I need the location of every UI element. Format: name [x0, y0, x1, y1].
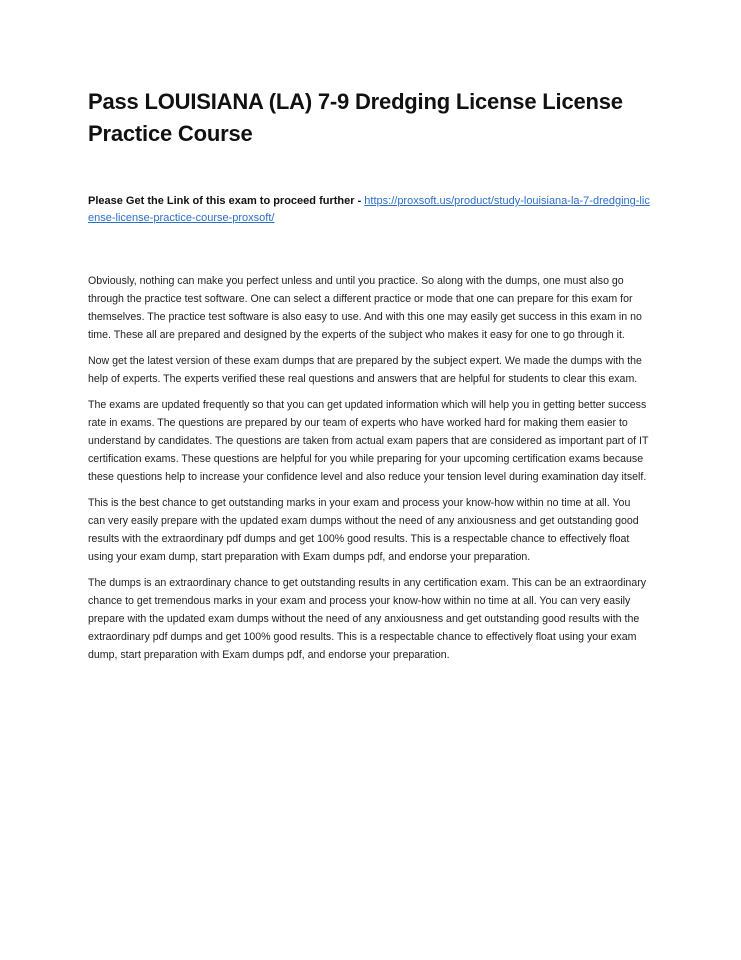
document-title: Pass LOUISIANA (LA) 7-9 Dredging License License Practice Course [88, 89, 623, 146]
link-intro-text: Please Get the Link of this exam to proceed further - [88, 195, 365, 207]
body-paragraph: Obviously, nothing can make you perfect unless and until you practice. So along with the dumps, one must also go through the practice test software. One can select a different practice or mode that one can prepare for this exam for themselves. The practice test software is also easy to use. And with this one may easily get success in this exam in no time. These all are prepared and designed by the experts of the subject who makes it easy for one to go through it. [88, 275, 642, 341]
document-body [88, 272, 650, 664]
document-content [88, 86, 650, 672]
exam-link-paragraph [88, 193, 650, 227]
body-paragraph: The dumps is an extraordinary chance to get outstanding results in any certification exam. This can be an extraordinary chance to get tremendous marks in your exam and process your know-how within no time at all. You can very easily prepare with the updated exam dumps without the need of any anxiousness and get outstanding good results with the extraordinary pdf dumps and get 100% good results. This is a respectable chance to effectively float using your exam dump, start preparation with Exam dumps pdf, and endorse your preparation. [88, 577, 647, 661]
body-paragraph: Now get the latest version of these exam dumps that are prepared by the subject expert. We made the dumps with the help of experts. The experts verified these real questions and answers that are helpful for students to clear this exam. [88, 355, 642, 385]
exam-link[interactable]: https://proxsoft.us/product/study-louisiana-la-7-dredging-license-license-practice-course-proxsoft/ [88, 195, 650, 224]
body-paragraph: The exams are updated frequently so that you can get updated information which will help you in getting better success rate in exams. The questions are prepared by our team of experts who have worked hard for making them easier to understand by candidates. The questions are taken from actual exam papers that are considered as important part of IT certification exams. These questions are helpful for you while preparing for your upcoming certification exams because these questions help to increase your confidence level and also reduce your tension level during examination day itself. [88, 399, 649, 483]
body-paragraph: This is the best chance to get outstanding marks in your exam and process your know-how within no time at all. You can very easily prepare with the updated exam dumps without the need of any anxiousness and get outstanding good results with the extraordinary pdf dumps and get 100% good results. This is a respectable chance to effectively float using your exam dump, start preparation with Exam dumps pdf, and endorse your preparation. [88, 497, 639, 563]
